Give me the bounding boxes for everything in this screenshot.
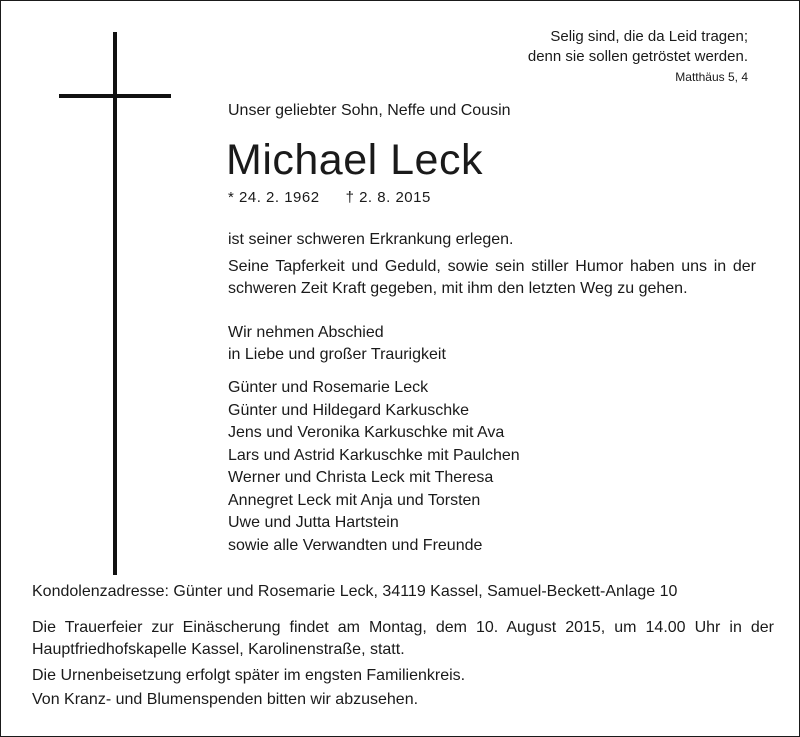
ceremony-info: Die Trauerfeier zur Einäscherung findet am Montag, dem 10. August 2015, um 14.00 Uhr in der Hauptfriedhofskapelle Kassel, Karolinenstraße, statt. (32, 619, 774, 658)
mourner-line: Uwe und Jutta Hartstein (228, 514, 399, 531)
mourner-line: sowie alle Verwandten und Freunde (228, 536, 483, 554)
farewell-line-1: Wir nehmen Abschied (228, 324, 384, 341)
intro-line: Unser geliebter Sohn, Neffe und Cousin (228, 102, 511, 119)
mourner-line: Annegret Leck mit Anja und Torsten (228, 491, 481, 509)
mourner-line: Lars und Astrid Karkuschke mit Paulchen (228, 446, 520, 464)
farewell-block (228, 322, 446, 366)
quote-line-1: Selig sind, die da Leid tragen; (550, 28, 748, 45)
mourner-line: Jens und Veronika Karkuschke mit Ava (228, 424, 505, 441)
condolence-address: Kondolenzadresse: Günter und Rosemarie Leck, 34119 Kassel, Samuel-Beckett-Anlage 10 (32, 583, 678, 600)
mourner-line: Werner und Christa Leck mit Theresa (228, 469, 494, 486)
bible-quote (528, 27, 748, 87)
quote-line-2: denn sie sollen getröstet werden. (527, 48, 748, 65)
cross-icon-bar (59, 94, 171, 98)
farewell-line-2: in Liebe und großer Traurigkeit (228, 346, 446, 363)
life-dates (228, 189, 431, 206)
mourner-line: Günter und Hildegard Karkuschke (228, 401, 470, 419)
mourner-line: Günter und Rosemarie Leck (228, 379, 429, 396)
death-date: † 2. 8. 2015 (345, 189, 431, 206)
passing-statement: ist seiner schweren Erkrankung erlegen. (228, 231, 514, 248)
urn-burial-info: Die Urnenbeisetzung erfolgt später im engsten Familienkreis. (32, 667, 466, 684)
tribute-text: Seine Tapferkeit und Geduld, sowie sein stiller Humor haben uns in der schweren Zeit Kraft gegeben, mit ihm den letzten Weg zu gehen. (228, 258, 756, 297)
cross-icon (113, 32, 117, 575)
quote-source: Matthäus 5, 4 (675, 70, 748, 84)
mourners-list (228, 377, 520, 557)
birth-date: * 24. 2. 1962 (228, 189, 320, 206)
wreath-note: Von Kranz- und Blumenspenden bitten wir abzusehen. (32, 691, 419, 708)
deceased-name: Michael Leck (226, 136, 483, 184)
